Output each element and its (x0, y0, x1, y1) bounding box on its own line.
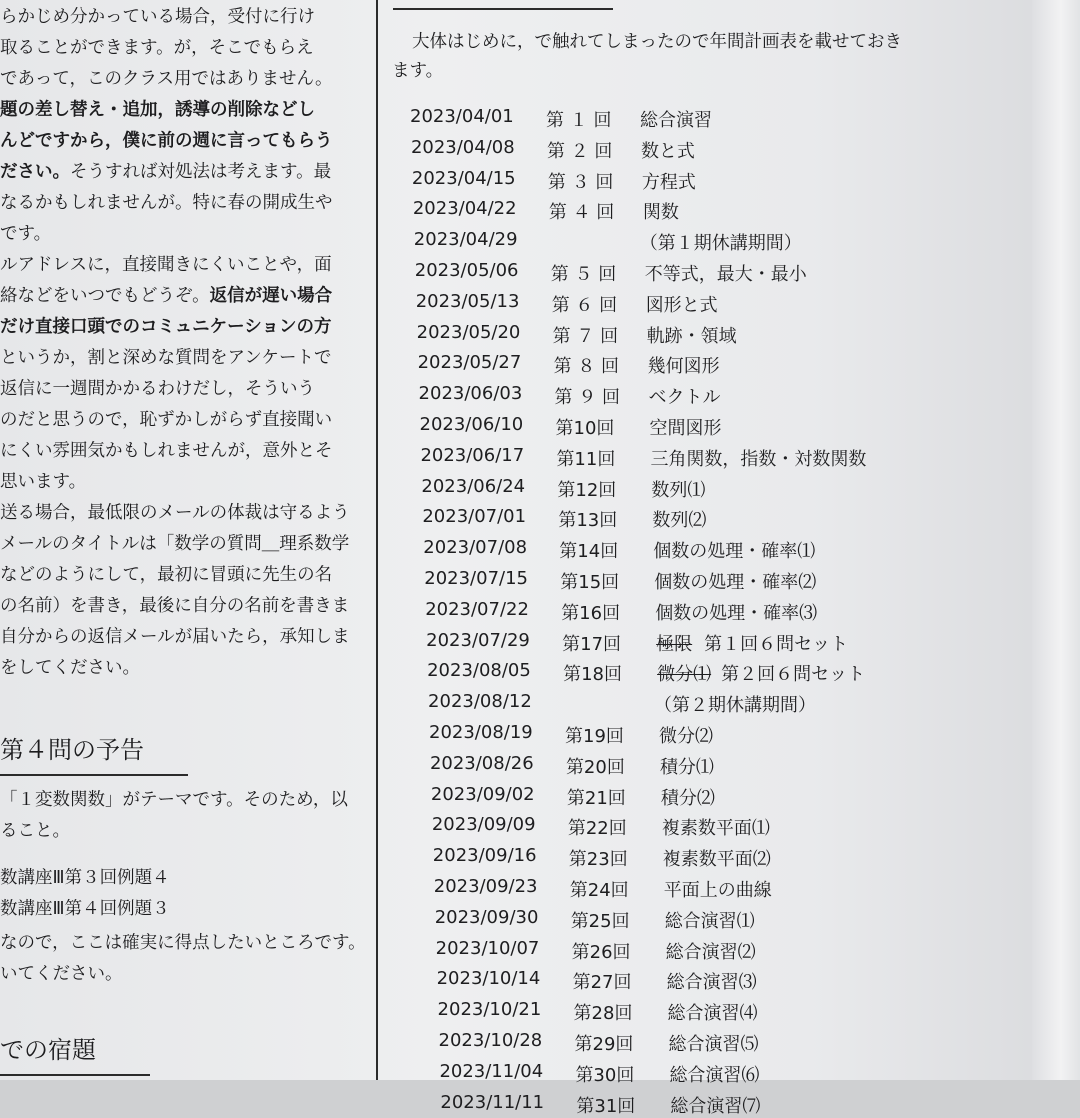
schedule-row (421, 476, 1021, 502)
schedule-session: 第 ５ 回 (550, 264, 617, 285)
text: です。 (0, 224, 52, 244)
schedule-row (411, 137, 1011, 163)
schedule-session: 第18回 (563, 664, 622, 686)
schedule-topic: 幾何図形 (647, 356, 720, 378)
schedule-row (439, 1030, 1039, 1056)
schedule-row (417, 322, 1017, 348)
schedule-row (437, 968, 1037, 994)
schedule-row (423, 537, 1023, 563)
schedule-topic: 複素数平面⑴ (661, 818, 770, 840)
bold-text: ださい。 (0, 162, 70, 182)
schedule-date: 2023/06/17 (420, 444, 525, 466)
schedule-topic: 数列⑴ (651, 479, 706, 501)
schedule-session: 第 ３ 回 (547, 171, 614, 193)
schedule-date: 2023/04/29 (413, 229, 518, 251)
text: なので，ここは確実に得点したいところです。 (0, 933, 366, 953)
schedule-topic: 軌跡・領域 (646, 325, 737, 347)
schedule-date: 2023/07/22 (425, 598, 529, 620)
schedule-topic: 微分⑵ (659, 726, 713, 747)
schedule-topic: 個数の処理・確率⑶ (655, 602, 818, 624)
schedule-session: 第29回 (574, 1034, 634, 1055)
schedule-row (427, 660, 1027, 686)
schedule-topic: 空間図形 (649, 418, 722, 439)
schedule-topic-struck: 微分⑴ (657, 664, 712, 686)
schedule-topic: （第１期休講期間） (639, 233, 802, 255)
schedule-topic: 総合演習⑸ (668, 1034, 759, 1055)
schedule-row (415, 260, 1015, 286)
text: というか，割と深めな質問をアンケートで (0, 348, 332, 368)
bold-text: 題の差し替え・追加，誘導の削除などし (0, 100, 315, 120)
schedule-session: 第22回 (567, 818, 627, 840)
schedule-session: 第27回 (572, 972, 632, 994)
text: のだと思うので，恥ずかしがらず直接聞い (0, 410, 333, 430)
schedule-row (426, 630, 1026, 656)
schedule-date: 2023/07/29 (426, 629, 530, 651)
schedule-row (440, 1092, 1040, 1118)
schedule-session: 第28回 (573, 1003, 633, 1025)
schedule-topic: 総合演習 (640, 110, 712, 131)
intro-line-1: 大体はじめに，で触れてしまったので年間計画表を載せておき (412, 32, 902, 52)
schedule-row (413, 198, 1013, 224)
schedule-row (410, 106, 1010, 132)
schedule-topic: 不等式，最大・最小 (644, 264, 807, 285)
schedule-topic: 数列⑵ (652, 510, 707, 532)
schedule-row (419, 383, 1019, 409)
schedule-date: 2023/11/11 (440, 1091, 545, 1113)
schedule-topic: 三角関数，指数・対数関数 (650, 448, 867, 470)
schedule-row (416, 291, 1016, 317)
schedule-date: 2023/04/08 (410, 136, 515, 158)
schedule-session: 第21回 (566, 787, 626, 809)
schedule-session: 第25回 (570, 910, 630, 932)
text: 返信に一週間かかるわけだし，そういう (0, 379, 315, 399)
schedule-date: 2023/08/12 (428, 691, 532, 713)
schedule-date: 2023/05/20 (416, 321, 521, 343)
schedule-date: 2023/04/15 (411, 167, 516, 189)
text: をしてください。 (0, 658, 140, 678)
schedule-date: 2023/08/19 (429, 722, 533, 743)
text: 自分からの返信メールが届いたら，承知しま (0, 627, 350, 647)
schedule-row (436, 938, 1036, 964)
schedule-session: 第 ２ 回 (546, 140, 613, 162)
schedule-date: 2023/11/04 (439, 1060, 544, 1082)
schedule-topic: （第２期休講期間） (654, 695, 817, 717)
text: 「１変数関数」がテーマです。そのため，以 (0, 790, 348, 810)
schedule-session: 第19回 (565, 726, 624, 747)
bold-text: んどですから，僕に前の週に言ってもらう (0, 131, 333, 151)
schedule-date: 2023/04/01 (410, 106, 514, 127)
text: の名前）を書き，最後に自分の名前を書きま (0, 596, 350, 616)
text: 送る場合，最低限のメールの体裁は守るよう (0, 503, 350, 523)
schedule-session: 第10回 (555, 418, 615, 439)
schedule-session: 第23回 (568, 849, 628, 871)
text: 絡などをいつでもどうぞ。 (0, 286, 210, 306)
schedule-date: 2023/06/03 (418, 383, 523, 405)
schedule-session: 第11回 (556, 448, 616, 470)
schedule-date: 2023/06/24 (421, 475, 526, 497)
schedule-date: 2023/07/08 (423, 537, 528, 559)
schedule-session: 第30回 (575, 1064, 635, 1086)
text: そうすれば対処法は考えます。最 (70, 162, 332, 182)
schedule-session: 第31回 (576, 1095, 636, 1117)
schedule-date: 2023/07/01 (422, 506, 527, 528)
schedule-topic: 図形と式 (645, 294, 718, 316)
schedule-row (439, 1061, 1039, 1087)
schedule-session: 第16回 (561, 602, 621, 624)
schedule-date: 2023/07/15 (424, 568, 528, 589)
schedule-topic: 平面上の曲線 (663, 880, 772, 901)
bold-text: 返信が遅い場合 (209, 286, 333, 306)
schedule-row (435, 907, 1035, 933)
schedule-session: 第15回 (560, 572, 620, 593)
schedule-date: 2023/09/30 (434, 906, 539, 928)
schedule-topic: 総合演習⑹ (669, 1064, 760, 1086)
schedule-date: 2023/10/07 (435, 937, 540, 959)
text: ルアドレスに，直接聞きにくいことや，面 (0, 255, 332, 275)
schedule-row (420, 414, 1020, 440)
schedule-session: 第12回 (557, 479, 617, 501)
text: 数講座Ⅲ第４回例題３ (0, 899, 170, 919)
schedule-date: 2023/05/06 (414, 260, 519, 281)
intro-line-2: ます。 (392, 61, 444, 81)
schedule-row (425, 599, 1025, 625)
schedule-date: 2023/10/21 (437, 999, 542, 1021)
schedule-topic: ベクトル (648, 387, 721, 409)
schedule-session: 第 ４ 回 (548, 202, 615, 224)
schedule-row (434, 876, 1034, 902)
schedule-topic: 個数の処理・確率⑵ (654, 572, 817, 593)
schedule-topic: 関数 (642, 202, 679, 224)
section-heading-q4-preview: 第４問の予告 (0, 736, 144, 764)
schedule-row (433, 845, 1033, 871)
bold-text: だけ直接口頭でのコミュニケーションの方 (0, 317, 332, 337)
schedule-topic: 総合演習⑵ (665, 941, 756, 963)
schedule-date: 2023/08/26 (429, 752, 534, 774)
schedule-session: 第 ９ 回 (554, 387, 620, 409)
schedule-session: 第20回 (565, 756, 625, 778)
schedule-session: 第 ７ 回 (552, 325, 619, 347)
schedule-date: 2023/09/09 (431, 814, 536, 836)
schedule-row (429, 722, 1029, 748)
schedule-topic: 複素数平面⑵ (662, 849, 771, 871)
text: 取ることができます。が，そこでもらえ (0, 38, 314, 58)
schedule-session: 第14回 (559, 541, 619, 563)
text: らかじめ分かっている場合，受付に行け (0, 7, 315, 27)
schedule-row (418, 352, 1018, 378)
schedule-topic: 方程式 (641, 171, 696, 193)
schedule-date: 2023/06/10 (419, 414, 524, 435)
schedule-session: 第13回 (558, 510, 618, 532)
schedule-row (420, 445, 1020, 471)
text: いてください。 (0, 964, 123, 984)
section-heading-homework: での宿題 (0, 1036, 96, 1064)
schedule-row (431, 784, 1031, 810)
schedule-date: 2023/09/16 (432, 845, 537, 867)
schedule-row (430, 753, 1030, 779)
schedule-date: 2023/09/23 (433, 876, 538, 897)
schedule-topic-replacement: 第２回６問セット (721, 664, 866, 686)
schedule-session: 第24回 (569, 880, 629, 901)
schedule-row (414, 229, 1014, 255)
schedule-topic: 数と式 (640, 140, 695, 162)
schedule-topic: 総合演習⑷ (667, 1003, 758, 1025)
schedule-date: 2023/05/27 (417, 352, 522, 374)
schedule-session: 第 １ 回 (546, 110, 612, 131)
schedule-row (424, 568, 1024, 594)
text: メールのタイトルは「数学の質問＿理系数学 (0, 534, 350, 554)
schedule-row (438, 999, 1038, 1025)
schedule-topic: 積分⑴ (659, 756, 714, 778)
schedule-row (428, 691, 1028, 717)
schedule-date: 2023/05/13 (415, 290, 520, 312)
schedule-topic: 総合演習⑺ (670, 1095, 761, 1117)
schedule-date: 2023/09/02 (430, 783, 535, 805)
text: ること。 (0, 821, 70, 841)
schedule-session: 第17回 (562, 633, 622, 655)
schedule-topic: 積分⑵ (660, 787, 715, 809)
schedule-row (432, 814, 1032, 840)
schedule-topic: 総合演習⑶ (666, 972, 757, 994)
schedule-date: 2023/08/05 (427, 660, 531, 682)
text: であって，このクラス用ではありません。 (0, 69, 333, 89)
schedule-topic: 総合演習⑴ (664, 910, 755, 932)
schedule-row (422, 506, 1022, 532)
schedule-topic-struck: 極限 (656, 633, 693, 655)
schedule-date: 2023/04/22 (412, 198, 517, 220)
schedule-session: 第26回 (571, 941, 631, 963)
text: などのようにして，最初に冒頭に先生の名 (0, 565, 333, 585)
text: 数講座Ⅲ第３回例題４ (0, 868, 170, 888)
text: にくい雰囲気かもしれませんが，意外とそ (0, 441, 333, 461)
schedule-session: 第 ８ 回 (553, 356, 620, 378)
schedule-date: 2023/10/28 (438, 1030, 543, 1051)
schedule-topic: 個数の処理・確率⑴ (653, 541, 816, 563)
schedule-session: 第 ６ 回 (551, 294, 618, 316)
text: なるかもしれませんが。特に春の開成生や (0, 193, 333, 213)
schedule-row (412, 168, 1012, 194)
text: 思います。 (0, 472, 87, 492)
schedule-date: 2023/10/14 (436, 968, 541, 990)
schedule-topic-replacement: 第１回６問セット (704, 633, 849, 655)
